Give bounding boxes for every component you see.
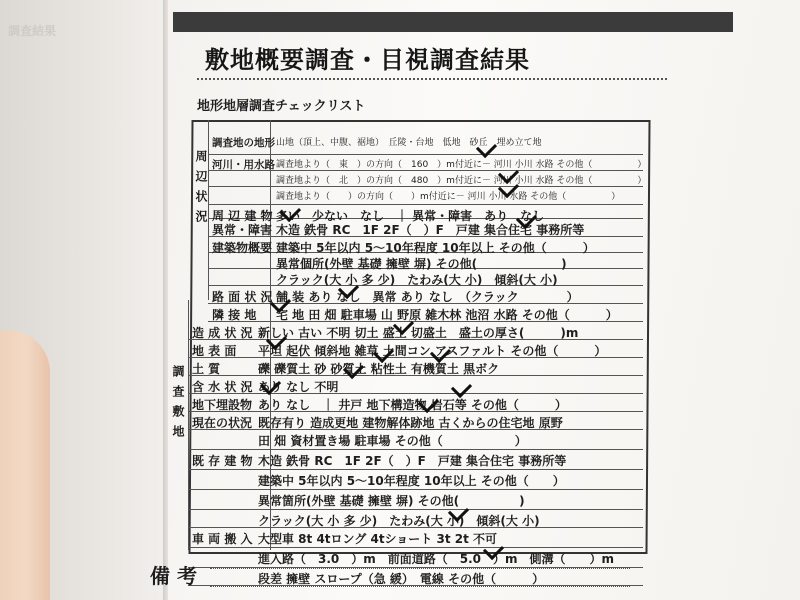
row-divider xyxy=(188,547,643,548)
row-label: 既 存 建 物 xyxy=(192,454,253,468)
section-label-survey: 調査敷地 xyxy=(171,365,185,445)
row-label: 建築物概要 xyxy=(212,241,273,255)
row-divider xyxy=(188,489,643,490)
row-content: 異常個所(外壁 基礎 擁壁 塀) その他( ) xyxy=(276,257,567,271)
row-label: 土 質 xyxy=(192,362,221,376)
row-divider xyxy=(188,449,643,450)
row-label: 地下埋設物 xyxy=(192,398,253,412)
row-content: 宅 地 田 畑 駐車場 山 野原 雑木林 池沼 水路 その他（ ） xyxy=(276,308,618,322)
checklist-subtitle: 地形地層調査チェックリスト xyxy=(197,99,366,114)
row-content: 新しい 古い 不明 切土 盛土 切盛土 盛土の厚さ( )m xyxy=(258,326,579,340)
column-divider xyxy=(208,120,209,300)
column-divider xyxy=(188,300,189,550)
row-label: 周 辺 建 物 xyxy=(212,209,273,223)
row-content: 調査地より（ 北 ）の方向（ 480 ）m付近に－ 河川 小川 水路 その他（ ） xyxy=(276,176,647,186)
row-content: 木造 鉄骨 RC 1F 2F（ ）F 戸建 集合住宅 事務所等 xyxy=(276,223,585,237)
row-content: クラック(大 小 多 少) たわみ(大 小) 傾斜(大 小) xyxy=(276,273,558,287)
row-content: 舗 装 あり なし 異常 あり なし （クラック ） xyxy=(276,290,579,304)
left-page-ghost-text: 調査結果 xyxy=(8,24,57,38)
row-content: 田 畑 資材置き場 駐車場 その他（ ） xyxy=(258,434,527,448)
row-content: クラック(大 小 多 少) たわみ(大 小) 傾斜(大 小) xyxy=(258,514,540,528)
row-divider xyxy=(188,469,643,470)
hand-holding-page xyxy=(0,330,50,600)
row-content: 大型車 8t 4tロング 4tショート 3t 2t 不可 xyxy=(258,532,498,546)
row-divider xyxy=(208,204,643,205)
row-content: 建築中 5年以内 5〜10年程度 10年以上 その他（ ） xyxy=(276,241,595,255)
row-divider xyxy=(188,393,643,394)
row-label: 河川・用水路 xyxy=(212,159,275,171)
row-label: 地 表 面 xyxy=(192,344,237,358)
row-label: 異常・障害 xyxy=(212,223,273,237)
row-content: 礫 礫質土 砂 砂質土 粘性土 有機質土 黒ボク xyxy=(258,362,500,376)
row-content: あり なし ｜ 井戸 地下構造物 岩石等 その他（ ） xyxy=(258,398,567,412)
row-content: 木造 鉄骨 RC 1F 2F（ ）F 戸建 集合住宅 事務所等 xyxy=(258,454,567,468)
row-content: 調査地より（ 東 ）の方向（ 160 ）m付近に－ 河川 小川 水路 その他（ ） xyxy=(276,160,647,170)
row-content: 調査地より（ ）の方向（ ）m付近に－ 河川 小川 水路 その他（ ） xyxy=(276,192,621,202)
row-content: 山地（頂上、中腹、裾地） 丘陵・台地 低地 砂丘 埋め立て地 xyxy=(276,138,542,148)
row-content: 既存有り 造成更地 建物解体跡地 古くからの住宅地 原野 xyxy=(258,416,563,430)
row-label: 含 水 状 況 xyxy=(192,380,253,394)
row-content: 平坦 起伏 傾斜地 雑草 土間コン アスファルト その他（ ） xyxy=(258,344,607,358)
row-content: 段差 擁壁 スロープ（急 緩） 電線 その他（ ） xyxy=(258,572,545,586)
row-content: 異常箇所(外壁 基礎 擁壁 塀) その他( ) xyxy=(258,494,525,508)
row-label: 隣 接 地 xyxy=(212,308,257,322)
row-content: あり なし 不明 xyxy=(258,380,339,394)
row-divider xyxy=(208,154,643,155)
row-label: 調査地の地形 xyxy=(212,137,275,149)
row-content: 建築中 5年以内 5〜10年程度 10年以上 その他（ ） xyxy=(258,474,565,488)
remarks-label: 備 考 xyxy=(150,564,197,588)
section-label-periphery: 周辺状況 xyxy=(194,150,208,230)
row-label: 現在の状況 xyxy=(192,416,253,430)
row-content: 進入路（ 3.0 ）m 前面道路（ 5.0 ）m 側溝（ ）m xyxy=(258,552,615,566)
row-label: 車 両 搬 入 xyxy=(192,532,253,546)
remarks-dotted-line xyxy=(210,586,630,587)
row-label: 造 成 状 況 xyxy=(192,326,253,340)
title-divider xyxy=(197,78,667,80)
header-bar xyxy=(173,12,733,32)
row-label: 路 面 状 況 xyxy=(212,290,273,304)
row-divider xyxy=(208,186,643,187)
row-divider xyxy=(188,509,643,510)
remarks-dotted-line xyxy=(210,568,630,569)
page-title: 敷地概要調査・目視調査結果 xyxy=(205,45,530,74)
row-content: 多い 少ない なし ｜ 異常・障害 あり なし xyxy=(276,209,545,223)
